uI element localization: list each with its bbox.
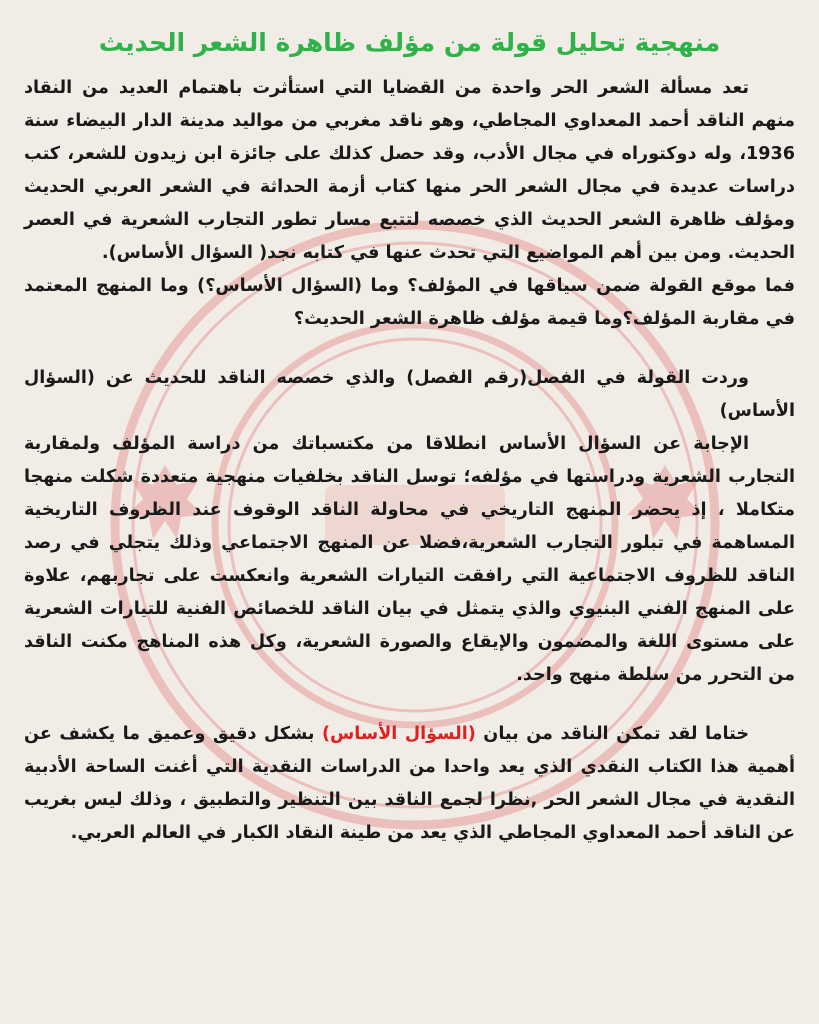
intro-paragraph: تعد مسألة الشعر الحر واحدة من القضايا التي استأثرت باهتمام العديد من النقاد منهم الناقد أحمد المعداوي المجاطي، وهو ناقد مغربي من مواليد مدينة الدار البيضاء سنة 1936، وله دوكتوراه في مجال الأدب، وقد حصل كذلك على جائزة ابن زيدون للشعر، كتب دراسات عديدة في مجال الشعر الحر منها كتاب أزمة الحداثة في الشعر العربي الحديث ومؤلف ظاهرة الشعر الحديث الذي خصصه لتتبع مسار تطور التجارب الشعرية في العصر الحديث. ومن بين أهم المواضيع التي تحدث عنها في كتابه نجد( السؤال الأساس). — [24, 78, 795, 263]
conclusion-highlight: (السؤال الأساس) — [321, 724, 476, 744]
context-paragraph: وردت القولة في الفصل(رقم الفصل) والذي خصصه الناقد للحديث عن (السؤال الأساس) — [24, 368, 795, 421]
paragraph-spacer — [24, 336, 795, 362]
questions-paragraph: فما موقع القولة ضمن سياقها في المؤلف؟ وما (السؤال الأساس؟) وما المنهج المعتمد في مقاربة المؤلف؟وما قيمة مؤلف ظاهرة الشعر الحديث؟ — [24, 276, 795, 329]
document-page — [24, 26, 795, 1016]
body-paragraph: الإجابة عن السؤال الأساس انطلاقا من مكتسباتك من دراسة المؤلف ولمقاربة التجارب الشعرية ودراستها في مؤلفه؛ توسل الناقد بخلفيات منهجية متعددة شكلت منهجا متكاملا ، إذ يحضر المنهج التاريخي في محاولة الناقد الوقوف عند الظروف التاريخية المساهمة في تبلور التجارب الشعرية،فضلا عن المنهج الاجتماعي وذلك يتجلي في رصد الناقد للظروف الاجتماعية التي رافقت التيارات الشعرية وانعكست على تجاربهم، علاوة على المنهج الفني البنيوي والذي يتمثل في بيان الناقد للخصائص الفنية للتيارات الشعرية على مستوى اللغة والمضمون والإيقاع والصورة الشعرية، وكل هذه المناهج مكنت الناقد من التحرر من سلطة منهج واحد. — [24, 434, 795, 685]
paragraph-spacer — [24, 692, 795, 718]
conclusion-text-after: بشكل دقيق وعميق ما يكشف عن أهمية هذا الكتاب النقدي الذي يعد واحدا من الدراسات النقدية التي أغنت الساحة الأدبية النقدية في مجال الشعر الحر ,نظرا لجمع الناقد بين التنظير والتطبيق ، وذلك ليس بغريب عن الناقد أحمد المعداوي المجاطي الذي يعد من طينة النقاد الكبار في العالم العربي. — [24, 724, 795, 843]
conclusion-text-before: ختاما لقد تمكن الناقد من بيان — [475, 724, 749, 744]
conclusion-paragraph — [24, 718, 795, 850]
page-title: منهجية تحليل قولة من مؤلف ظاهرة الشعر الحديث — [98, 28, 721, 57]
